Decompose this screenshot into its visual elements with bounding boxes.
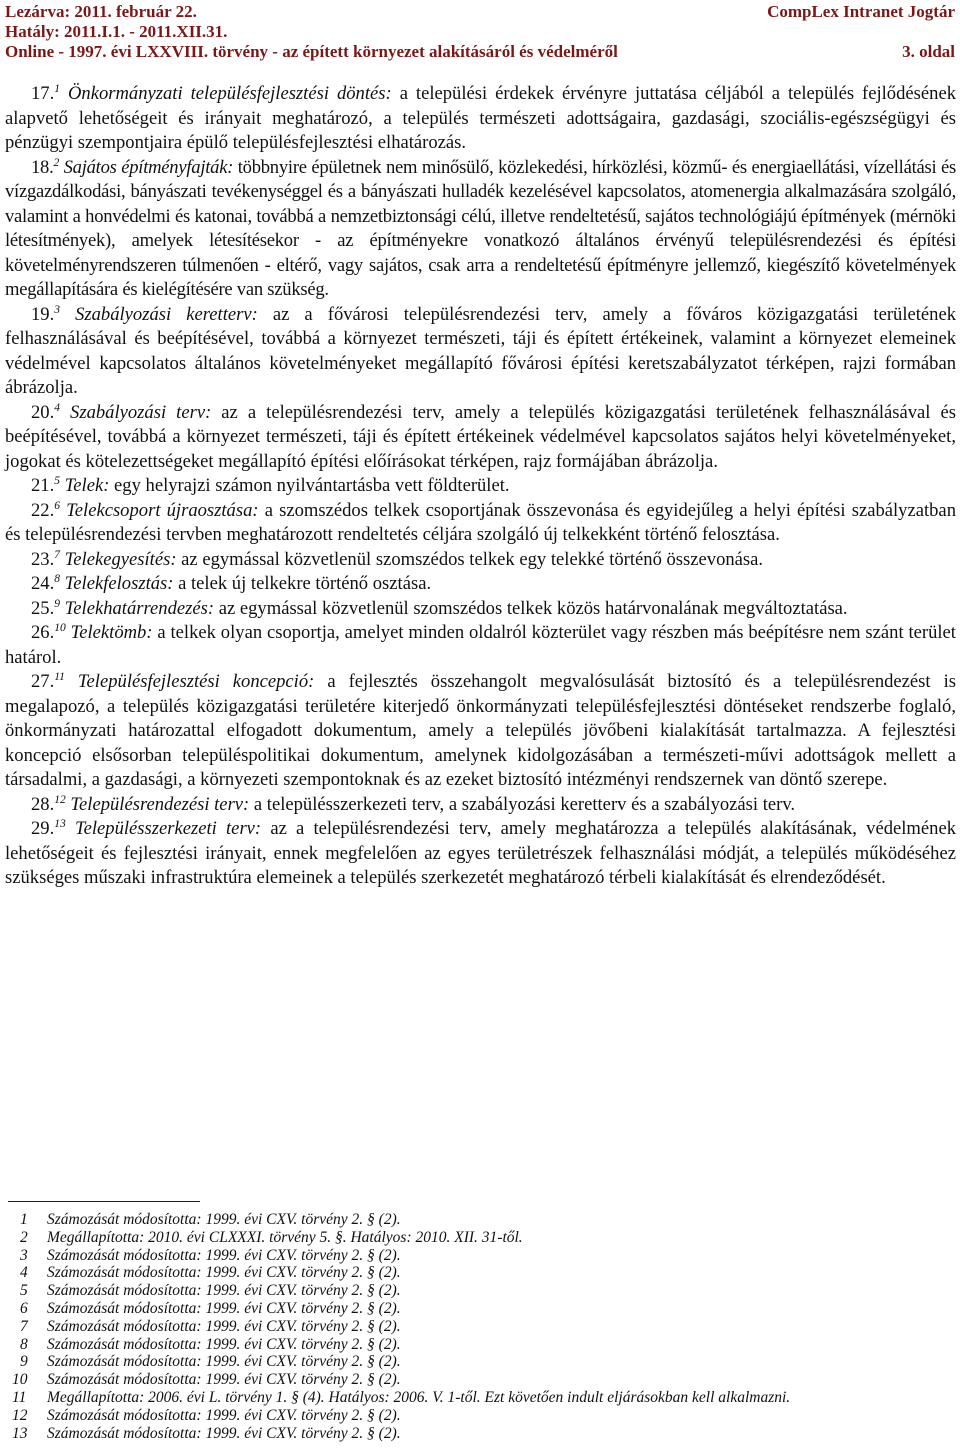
footnote-ref[interactable]: 11 bbox=[54, 671, 65, 683]
paragraph-number: 17. bbox=[31, 83, 55, 104]
defined-term: Településfejlesztési koncepció: bbox=[77, 671, 315, 692]
footnote-text: Számozását módosította: 1999. évi CXV. törvény 2. § (2). bbox=[47, 1264, 401, 1282]
footnote-text: Számozását módosította: 1999. évi CXV. törvény 2. § (2). bbox=[47, 1211, 401, 1228]
footnotes bbox=[8, 1211, 958, 1442]
footnote-number: 11 bbox=[12, 1388, 27, 1406]
footnote-text: Megállapította: 2006. évi L. törvény 1. § (4). Hatályos: 2006. V. 1-től. Ezt követően indult eljárásokban kell alkalmazni. bbox=[47, 1388, 791, 1406]
definition-paragraph bbox=[5, 817, 956, 891]
footnote bbox=[8, 1353, 958, 1371]
definition-paragraph bbox=[5, 793, 956, 818]
definition-text: az egymással közvetlenül szomszédos telkek közös határvonalának megváltoztatása. bbox=[214, 597, 848, 619]
footnote-text: Számozását módosította: 1999. évi CXV. törvény 2. § (2). bbox=[47, 1299, 401, 1317]
footnote bbox=[8, 1264, 958, 1282]
footnote-ref[interactable]: 10 bbox=[54, 622, 66, 634]
defined-term: Telekcsoport újraosztása: bbox=[66, 499, 259, 521]
defined-term: Sajátos építményfajták: bbox=[63, 156, 234, 178]
paragraph-number: 21. bbox=[31, 475, 55, 496]
footnote bbox=[8, 1318, 958, 1336]
defined-term: Telekhatárrendezés: bbox=[64, 597, 215, 619]
footnote bbox=[8, 1425, 958, 1443]
definition-text: a telek új telkekre történő osztása. bbox=[173, 573, 432, 594]
footnote-number: 3 bbox=[20, 1246, 28, 1264]
defined-term: Településrendezési terv: bbox=[70, 793, 250, 815]
footnote-number: 6 bbox=[20, 1299, 28, 1317]
footnote-text: Számozását módosította: 1999. évi CXV. törvény 2. § (2). bbox=[47, 1282, 401, 1300]
definition-paragraph bbox=[5, 474, 956, 499]
definition-text: a településszerkezeti terv, a szabályozási keretterv és a szabályozási terv. bbox=[249, 793, 796, 815]
defined-term: Telek: bbox=[64, 475, 110, 496]
definition-paragraph bbox=[5, 621, 956, 670]
validity-period: Hatály: 2011.I.1. - 2011.XII.31. bbox=[5, 22, 228, 41]
footnote-number: 4 bbox=[20, 1264, 28, 1282]
footnote-text: Számozását módosította: 1999. évi CXV. törvény 2. § (2). bbox=[47, 1406, 401, 1424]
definition-text: a telkek olyan csoportja, amelyet minden oldalról közterület vagy részben más beépítésre nem szánt terület határol. bbox=[5, 622, 956, 668]
footnote-ref[interactable]: 13 bbox=[54, 818, 66, 830]
paragraph-number: 25. bbox=[31, 597, 55, 619]
footnote-ref[interactable]: 6 bbox=[54, 499, 60, 512]
defined-term: Telektömb: bbox=[70, 622, 153, 643]
footnote-number: 9 bbox=[20, 1353, 28, 1371]
footnote-ref[interactable]: 5 bbox=[54, 475, 60, 487]
footnote bbox=[8, 1407, 958, 1425]
definition-paragraph bbox=[5, 499, 956, 548]
footnote-number: 13 bbox=[12, 1424, 28, 1442]
footnote-number: 5 bbox=[20, 1282, 28, 1300]
footnote bbox=[8, 1229, 958, 1247]
defined-term: Szabályozási keretterv: bbox=[75, 303, 258, 325]
footnote-text: Számozását módosította: 1999. évi CXV. törvény 2. § (2). bbox=[47, 1317, 401, 1335]
footnote-number: 10 bbox=[12, 1371, 28, 1389]
definition-text: a szomszédos telkek csoportjának összevonása és egyidejűleg a helyi építési szabályzatban és településrendezési tervben meghatározott rendeltetés céljára szolgáló új telkekként történő felosztása. bbox=[5, 499, 956, 545]
footnote-number: 2 bbox=[20, 1228, 28, 1246]
definition-text: az a településrendezési terv, amely meghatározza a település alakításának, védelmének lehetőségeit és fejlesztési irányait, ennek megfelelően az egyes területrészek felhasználási módját, a település működéséhez szükséges műszaki infrastruktúra elemeinek a település szerkezetét meghatározó térbeli kialakítását és elrendeződését. bbox=[5, 818, 956, 888]
footnote bbox=[8, 1247, 958, 1265]
definition-paragraph bbox=[5, 82, 956, 156]
footnote-text: Számozását módosította: 1999. évi CXV. törvény 2. § (2). bbox=[47, 1371, 401, 1389]
footnote-separator bbox=[8, 1201, 200, 1202]
footnote-ref[interactable]: 1 bbox=[54, 83, 60, 95]
paragraph-number: 29. bbox=[31, 818, 55, 839]
definition-paragraph bbox=[5, 303, 956, 401]
defined-term: Szabályozási terv: bbox=[70, 401, 212, 423]
definition-paragraph bbox=[5, 597, 956, 622]
paragraph-number: 18. bbox=[31, 156, 54, 178]
paragraph-number: 20. bbox=[31, 401, 55, 423]
paragraph-number: 28. bbox=[31, 793, 55, 815]
paragraph-number: 27. bbox=[31, 671, 55, 692]
footnote-ref[interactable]: 8 bbox=[54, 573, 60, 585]
brand-name: CompLex Intranet Jogtár bbox=[767, 2, 955, 21]
definition-paragraph bbox=[5, 572, 956, 597]
footnote-ref[interactable]: 4 bbox=[54, 401, 60, 414]
footnote-text: Megállapította: 2010. évi CLXXXI. törvény 5. §. Hatályos: 2010. XII. 31-től. bbox=[47, 1228, 523, 1246]
footnote bbox=[8, 1211, 958, 1229]
footnote bbox=[8, 1389, 958, 1407]
definition-paragraph bbox=[5, 548, 956, 573]
footnote-text: Számozását módosította: 1999. évi CXV. törvény 2. § (2). bbox=[47, 1353, 401, 1371]
definition-paragraph bbox=[5, 156, 956, 303]
footnote-text: Számozását módosította: 1999. évi CXV. törvény 2. § (2). bbox=[47, 1424, 401, 1442]
definition-text: az a fővárosi településrendezési terv, amely a főváros közigazgatási területének felhasználásával és beépítésével, továbbá a környezet természeti, táji és épített értékeinek, valamint a környezet elemeinek védelmével kapcsolatos általános követelményeket megállapító fővárosi építési keretszabályzatot térképen, rajzi formában ábrázolja. bbox=[5, 303, 957, 398]
footnote-ref[interactable]: 7 bbox=[54, 548, 60, 561]
paragraph-number: 22. bbox=[31, 499, 55, 521]
paragraph-number: 19. bbox=[31, 303, 55, 325]
defined-term: Telekfelosztás: bbox=[64, 573, 174, 594]
definition-paragraph bbox=[5, 401, 956, 475]
footnote bbox=[8, 1300, 958, 1318]
footnote-ref[interactable]: 3 bbox=[54, 303, 60, 316]
footnote bbox=[8, 1336, 958, 1354]
footnote-number: 12 bbox=[12, 1406, 28, 1424]
defined-term: Településszerkezeti terv: bbox=[74, 818, 262, 839]
defined-term: Telekegyesítés: bbox=[64, 548, 177, 570]
defined-term: Önkormányzati településfejlesztési döntés: bbox=[67, 83, 392, 104]
paragraph-number: 24. bbox=[31, 573, 55, 594]
footnote-ref[interactable]: 2 bbox=[53, 156, 59, 169]
page-header bbox=[5, 2, 955, 66]
footnote-number: 8 bbox=[20, 1335, 28, 1353]
law-title: Online - 1997. évi LXXVIII. törvény - az épített környezet alakításáról és védelméről bbox=[5, 42, 618, 61]
definition-text: a fejlesztés összehangolt megvalósulását biztosító és a településrendezést is megalapozó, a település közigazgatási területére kiterjedő önkormányzati településfejlesztési döntéseket rendszerbe foglaló, önkormányzati határozattal elfogadott dokumentum, amely a település jövőbeni kialakítását tartalmazza. A fejlesztési koncepció elsősorban településpolitikai dokumentum, amelynek kidolgozásában a természeti-művi adottságok mellett a társadalmi, a gazdasági, a környezeti szempontoknak és az ezeket biztosító intézményi rendszernek van döntő szerepe. bbox=[5, 671, 956, 790]
document-body bbox=[5, 82, 956, 891]
definition-paragraph bbox=[5, 670, 956, 793]
definition-text: egy helyrajzi számon nyilvántartásba vett földterület. bbox=[109, 475, 510, 496]
paragraph-number: 23. bbox=[31, 548, 55, 570]
footnote-ref[interactable]: 12 bbox=[54, 793, 66, 806]
footnote bbox=[8, 1371, 958, 1389]
footnote-number: 7 bbox=[20, 1317, 28, 1335]
paragraph-number: 26. bbox=[31, 622, 55, 643]
footnote bbox=[8, 1282, 958, 1300]
definition-text: a települési érdekek érvényre juttatása céljából a település fejlődésének alapvető lehetőségeit és irányait meghatározó, a település természeti adottságaira, gazdasági, szociális-egészségügyi és pénzügyi szempontjaira épülő településfejlesztési elhatározás. bbox=[5, 83, 956, 153]
definition-text: többnyire épületnek nem minősülő, közlekedési, hírközlési, közmű- és energiaellátási, vízellátási és vízgazdálkodási, bányászati tevékenységgel és a bányászati hulladék kezelésével kapcsolatos, atomenergia alkalmazására szolgáló, valamint a honvédelmi és katonai, továbbá a nemzetbiztonsági célú, illetve rendeltetésű, sajátos technológiájú építmények (mérnöki létesítmények), amelyek létesítésekor - az építményekre vonatkozó általános érvényű településrendezési és építési követelményrendszeren túlmenően - eltérő, vagy sajátos, csak arra a rendeltetésű építményre jellemző, kiegészítő követelmények megállapítására és kielégítésére van szükség. bbox=[5, 156, 956, 300]
footnote-ref[interactable]: 9 bbox=[54, 597, 60, 610]
footnote-number: 1 bbox=[20, 1211, 28, 1228]
definition-text: az egymással közvetlenül szomszédos telkek egy telekké történő összevonása. bbox=[176, 548, 764, 570]
page-number: 3. oldal bbox=[902, 42, 955, 61]
footnote-text: Számozását módosította: 1999. évi CXV. törvény 2. § (2). bbox=[47, 1335, 401, 1353]
definition-text: az a településrendezési terv, amely a település közigazgatási területének felhasználásával és beépítésével, továbbá a környezet természeti, táji és épített értékeinek védelmével kapcsolatos sajátos helyi követelményeket, jogokat és kötelezettségeket megállapító építési előírásokat térképen, rajz formájában ábrázolja. bbox=[5, 401, 956, 472]
footnote-text: Számozását módosította: 1999. évi CXV. törvény 2. § (2). bbox=[47, 1246, 401, 1264]
closing-date: Lezárva: 2011. február 22. bbox=[5, 2, 197, 21]
